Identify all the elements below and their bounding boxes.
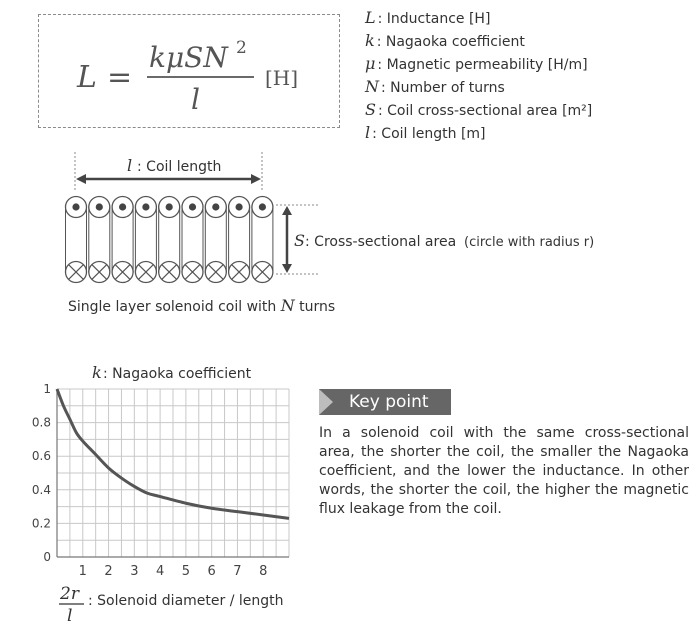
current-out-dot-icon: [142, 203, 149, 210]
keypoint-tag: [319, 389, 451, 415]
legend-row-nagaoka: [365, 29, 695, 52]
caption-before: Single layer solenoid coil with: [68, 299, 281, 315]
y-tick-label: 0.6: [31, 449, 51, 464]
legend-text: : Number of turns: [381, 80, 505, 96]
formula-denominator: l: [191, 83, 200, 116]
formula-svg: [39, 15, 339, 127]
current-out-dot-icon: [189, 203, 196, 210]
legend-text: : Nagaoka coefficient: [376, 34, 525, 50]
legend-row-permeability: [365, 52, 695, 75]
y-tick-label: 1: [43, 382, 51, 396]
coil-turn: [112, 197, 133, 283]
symbol-legend: [365, 6, 695, 144]
legend-text: : Coil cross-sectional area [m²]: [377, 103, 593, 119]
x-tick-label: 8: [259, 564, 268, 579]
formula-box: [38, 14, 340, 128]
current-out-dot-icon: [119, 203, 126, 210]
keypoint-label: Key point: [349, 392, 429, 412]
coil-turn: [252, 197, 273, 283]
legend-row-turns: [365, 75, 695, 98]
y-tick-label: 0.8: [31, 415, 51, 430]
length-symbol: l: [127, 156, 133, 175]
legend-symbol: S: [365, 100, 376, 119]
legend-symbol: L: [365, 8, 376, 27]
chart-title: : Nagaoka coefficient: [103, 366, 252, 382]
coil-turns: [66, 197, 273, 283]
current-out-dot-icon: [166, 203, 173, 210]
coil-turn: [182, 197, 203, 283]
x-tick-label: 4: [155, 564, 165, 579]
length-label: : Coil length: [137, 159, 222, 175]
xlabel-text: : Solenoid diameter / length: [88, 593, 284, 609]
y-tick-label: 0: [43, 550, 51, 564]
caption-symbol: N: [280, 296, 295, 315]
current-out-dot-icon: [236, 203, 243, 210]
current-out-dot-icon: [212, 203, 219, 210]
area-symbol: S: [294, 231, 305, 250]
coil-turn: [66, 197, 87, 283]
x-tick-label: 2: [104, 564, 113, 579]
area-note: (circle with radius r): [464, 235, 595, 250]
area-arrow-bottom-head: [282, 264, 292, 273]
formula-numerator: kμSN: [149, 41, 228, 74]
length-arrow-right-head: [251, 174, 261, 184]
x-tick-label: 6: [207, 564, 216, 579]
xlabel-denominator: l: [67, 606, 73, 626]
legend-symbol: N: [365, 77, 379, 96]
x-tick-label: 7: [233, 564, 242, 579]
formula-equals: =: [107, 60, 133, 95]
area-label: : Cross-sectional area: [305, 234, 457, 250]
keypoint-body: In a solenoid coil with the same cross-sectional area, the shorter the coil, the smaller the Nagaoka coefficient, and the lower the inductance. In other words, the shorter the coil, the higher the magnetic flux leakage from the coil.: [319, 425, 689, 517]
coil-turn: [135, 197, 156, 283]
caption-after: turns: [294, 299, 336, 315]
legend-row-length: [365, 121, 695, 144]
nagaoka-chart: [0, 355, 310, 626]
chart-grid: [57, 389, 289, 557]
legend-symbol: l: [365, 123, 371, 142]
coil-turn: [159, 197, 180, 283]
legend-text: : Magnetic permeability [H/m]: [377, 57, 588, 73]
legend-text: : Inductance [H]: [377, 11, 491, 27]
legend-row-inductance: [365, 6, 695, 29]
coil-caption: [68, 296, 335, 315]
current-out-dot-icon: [72, 203, 79, 210]
xlabel-numerator: 2r: [60, 584, 79, 604]
chart-title-symbol: k: [92, 363, 102, 382]
current-out-dot-icon: [96, 203, 103, 210]
legend-symbol: μ: [365, 54, 376, 73]
x-tick-label: 1: [78, 564, 87, 579]
length-arrow-left-head: [76, 174, 86, 184]
formula-exponent: 2: [236, 38, 247, 58]
legend-text: : Coil length [m]: [372, 126, 486, 142]
play-triangle-icon: [319, 389, 333, 415]
coil-turn: [229, 197, 250, 283]
formula-lhs: L: [77, 60, 97, 95]
formula-unit: [H]: [265, 66, 299, 90]
area-arrow-top-head: [282, 206, 292, 215]
coil-turn: [205, 197, 226, 283]
x-tick-label: 3: [130, 564, 139, 579]
legend-symbol: k: [365, 31, 375, 50]
y-tick-label: 0.4: [31, 482, 51, 497]
coil-diagram: [0, 150, 700, 320]
legend-row-area: [365, 98, 695, 121]
coil-turn: [89, 197, 110, 283]
current-out-dot-icon: [259, 203, 266, 210]
y-tick-label: 0.2: [31, 516, 51, 531]
x-tick-label: 5: [181, 564, 191, 579]
